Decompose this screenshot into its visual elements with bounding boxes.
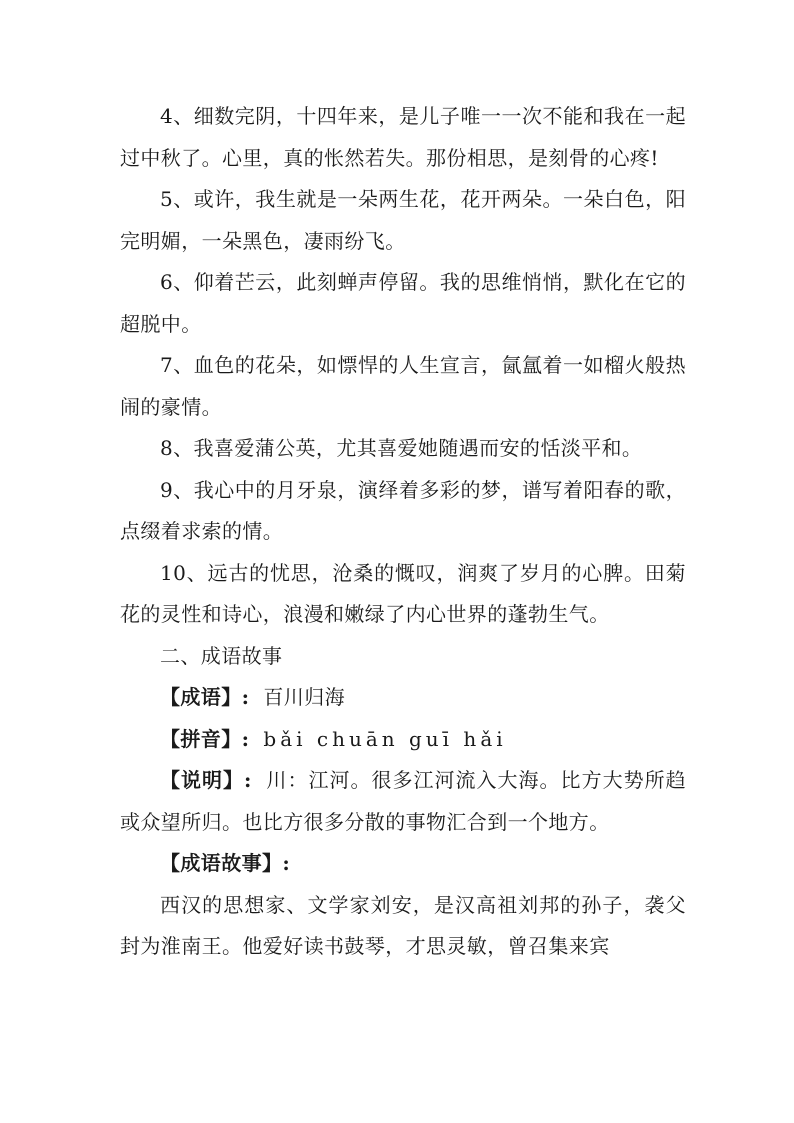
idiom-value: 百川归海 — [263, 685, 345, 709]
explain-value: 川：江河。很多江河流入大海。比方大势所趋或众望所归。也比方很多分散的事物汇合到一个地方。 — [120, 768, 687, 834]
story-text: 西汉的思想家、文学家刘安，是汉高祖刘邦的孙子，袭父封为淮南王。他爱好读书鼓琴，才思灵敏，曾召集来宾 — [120, 892, 686, 958]
document-page — [120, 96, 686, 968]
pinyin-label: 【拼音】: — [160, 726, 250, 751]
sentence-6: 6、仰着芒云，此刻蝉声停留。我的思维悄悄，默化在它的超脱中。 — [120, 270, 686, 336]
pinyin-row — [120, 719, 686, 761]
sentence-8: 8、我喜爱蒲公英，尤其喜爱她随遇而安的恬淡平和。 — [160, 436, 643, 460]
sentence-10: 10、远古的忧思，沧桑的慨叹，润爽了岁月的心脾。田菊花的灵性和诗心，浪漫和嫩绿了内心世界的蓬勃生气。 — [120, 560, 686, 626]
sentence-4: 4、细数完阴，十四年来，是儿子唯一一次不能和我在一起过中秋了。心里，真的怅然若失。那份相思，是刻骨的心疼! — [120, 104, 686, 170]
explain-row — [120, 760, 686, 843]
story-label: 【成语故事】: — [160, 851, 291, 875]
sentence-7: 7、血色的花朵，如慓悍的人生宣言，氤氲着一如榴火般热闹的豪情。 — [120, 353, 686, 419]
idiom-label: 【成语】: — [160, 685, 250, 709]
sentence-9: 9、我心中的月牙泉，演绎着多彩的梦，谱写着阳春的歌，点缀着求索的情。 — [120, 477, 686, 543]
story-heading — [120, 843, 686, 885]
pinyin-value: bǎi chuān guī hǎi — [263, 726, 507, 751]
section-heading: 二、成语故事 — [160, 643, 283, 668]
explain-label: 【说明】: — [160, 768, 252, 792]
sentence-5: 5、或许，我生就是一朵两生花，花开两朵。一朵白色，阳完明媚，一朵黑色，凄雨纷飞。 — [120, 187, 686, 253]
idiom-row — [120, 677, 686, 719]
